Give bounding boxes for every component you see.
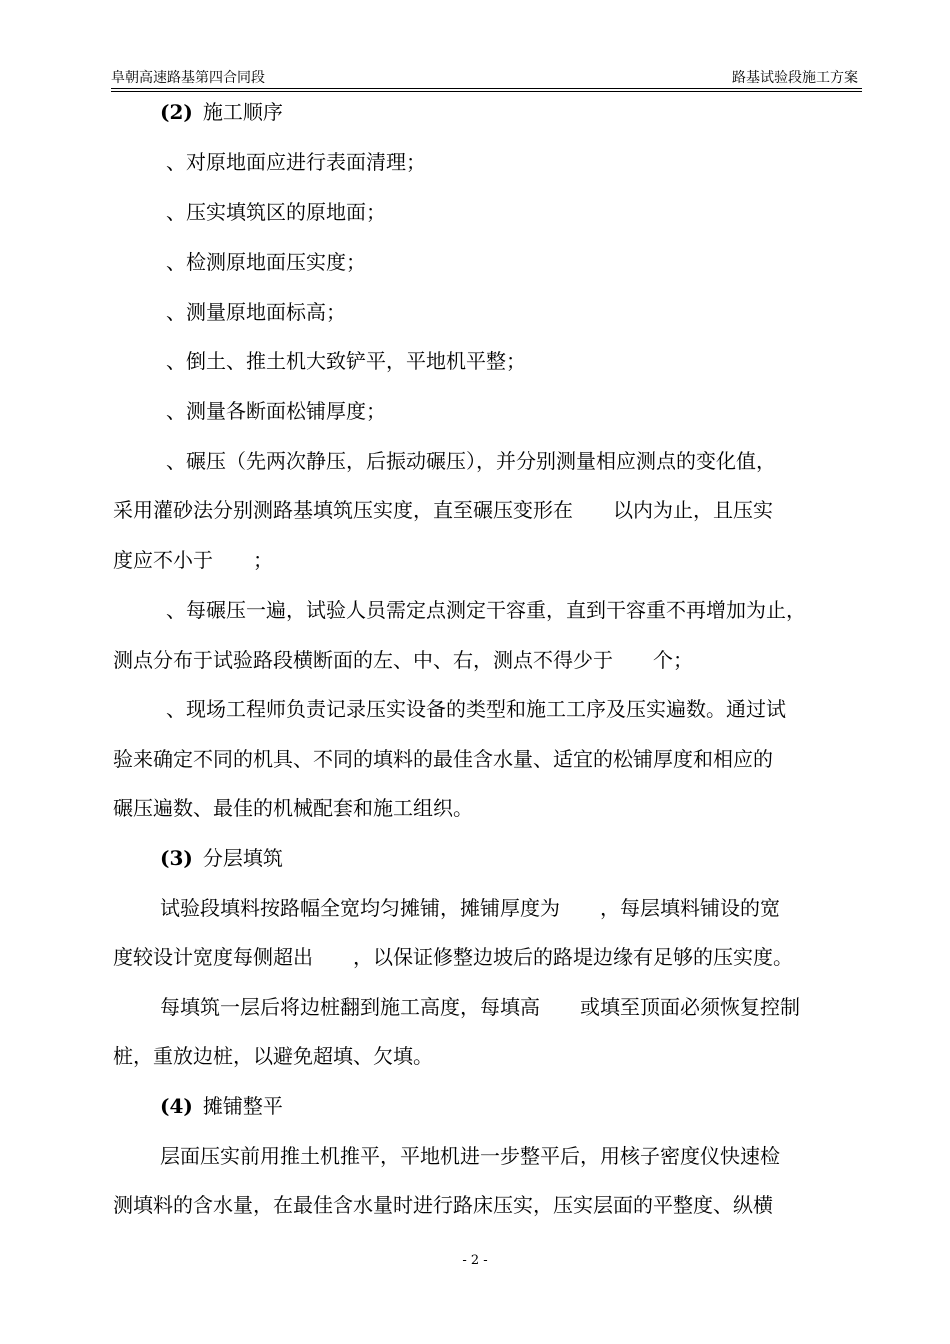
paragraph-line: 每填筑一层后将边桩翻到施工高度，每填高 或填至顶面必须恢复控制 xyxy=(160,995,800,1019)
step-item: 、压实填筑区的原地面； xyxy=(166,200,386,224)
step-item: 、测量原地面标高； xyxy=(166,300,346,324)
paragraph-line: 、碾压（先两次静压，后振动碾压），并分别测量相应测点的变化值， xyxy=(166,449,776,473)
paragraph-line: 度较设计宽度每侧超出 ，以保证修整边坡后的路堤边缘有足够的压实度。 xyxy=(113,945,793,969)
paragraph-line: 验来确定不同的机具、不同的填料的最佳含水量、适宜的松铺厚度和相应的 xyxy=(113,747,773,771)
header-rule xyxy=(111,91,862,92)
page-header xyxy=(111,68,862,89)
section-4-title: 摊铺整平 xyxy=(202,1094,283,1118)
section-4-heading xyxy=(160,1092,283,1120)
step-item: 、倒土、推土机大致铲平，平地机平整； xyxy=(166,349,526,373)
section-2-title: 施工顺序 xyxy=(202,100,283,124)
paragraph-line: 测点分布于试验路段横断面的左、中、右，测点不得少于 个； xyxy=(113,648,693,672)
paragraph-line: 度应不小于 ； xyxy=(113,548,273,572)
section-2-number: (2) xyxy=(160,100,193,124)
paragraph-line: 、现场工程师负责记录压实设备的类型和施工工序及压实遍数。通过试 xyxy=(166,697,786,721)
step-item: 、对原地面应进行表面清理； xyxy=(166,150,426,174)
page-number: - 2 - xyxy=(462,1253,488,1268)
step-item: 、测量各断面松铺厚度； xyxy=(166,399,386,423)
section-3-number: (3) xyxy=(160,846,193,870)
section-2-heading xyxy=(160,98,283,126)
paragraph-line: 、每碾压一遍，试验人员需定点测定干容重，直到干容重不再增加为止， xyxy=(166,598,806,622)
header-project-name: 阜朝高速路基第四合同段 xyxy=(111,70,265,86)
section-4-number: (4) xyxy=(160,1094,193,1118)
paragraph-line: 桩，重放边桩，以避免超填、欠填。 xyxy=(113,1044,433,1068)
paragraph-line: 层面压实前用推土机推平，平地机进一步整平后，用核子密度仪快速检 xyxy=(160,1144,780,1168)
paragraph-line: 碾压遍数、最佳的机械配套和施工组织。 xyxy=(113,796,473,820)
paragraph-line: 试验段填料按路幅全宽均匀摊铺，摊铺厚度为 ，每层填料铺设的宽 xyxy=(160,896,780,920)
header-doc-title: 路基试验段施工方案 xyxy=(732,70,858,86)
section-3-heading xyxy=(160,844,283,872)
step-item: 、检测原地面压实度； xyxy=(166,250,366,274)
section-3-title: 分层填筑 xyxy=(202,846,283,870)
paragraph-line: 测填料的含水量，在最佳含水量时进行路床压实，压实层面的平整度、纵横 xyxy=(113,1193,773,1217)
paragraph-line: 采用灌砂法分别测路基填筑压实度，直至碾压变形在 以内为止，且压实 xyxy=(113,498,773,522)
